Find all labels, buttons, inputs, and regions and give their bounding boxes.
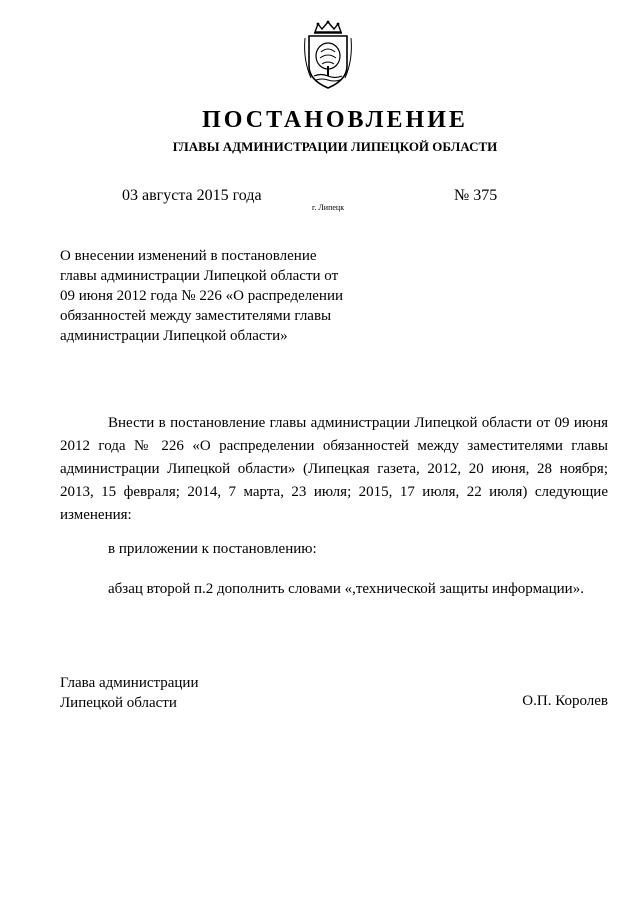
subject-line: 09 июня 2012 года № 226 «О распределении: [60, 288, 344, 304]
document-title: ПОСТАНОВЛЕНИЕ: [202, 107, 468, 133]
subject-line: администрации Липецкой области»: [60, 328, 288, 344]
signatory-role-line: Глава администрации: [60, 675, 199, 691]
body-line: администрации Липецкой области» (Липецкая газета, 2012, 20 июня, 28 ноября;: [60, 461, 608, 477]
document-subject: [60, 246, 360, 346]
document-date: 03 августа 2015 года: [122, 187, 262, 204]
document-subtitle: ГЛАВЫ АДМИНИСТРАЦИИ ЛИПЕЦКОЙ ОБЛАСТИ: [172, 139, 498, 154]
signatory-role-line: Липецкой области: [60, 695, 177, 711]
body-line: 2013, 15 февраля; 2014, 7 марта, 23 июля; 2015, 17 июля, 22 июля) следующие: [60, 484, 608, 500]
body-item-amendment: абзац второй п.2 дополнить словами «,технической защиты информации».: [108, 581, 584, 597]
signatory-name: О.П. Королев: [522, 693, 608, 709]
body-item-appendix: в приложении к постановлению:: [108, 541, 317, 557]
document-place: г. Липецк: [312, 203, 345, 212]
document-body-paragraph: [60, 412, 608, 527]
subject-line: обязанностей между заместителями главы: [60, 308, 332, 324]
body-line: изменения:: [60, 507, 132, 523]
document-number: № 375: [454, 187, 498, 204]
coat-of-arms-icon: [301, 20, 355, 92]
body-line: 2012 года № 226 «О распределении обязанностей между заместителями главы: [60, 438, 608, 454]
subject-line: главы администрации Липецкой области от: [60, 268, 339, 284]
body-line: Внести в постановление главы администрации Липецкой области от 09 июня: [108, 415, 608, 431]
signatory-role: [60, 673, 198, 713]
subject-line: О внесении изменений в постановление: [60, 248, 317, 264]
